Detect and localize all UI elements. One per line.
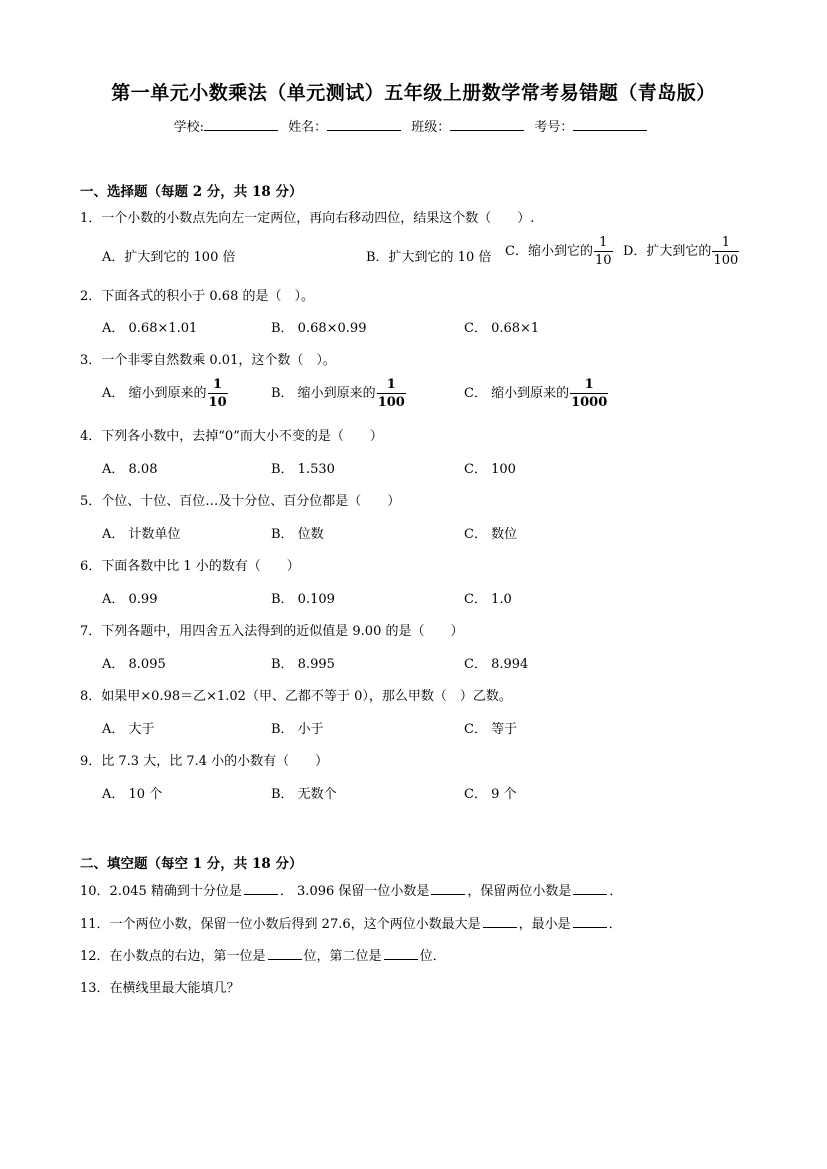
q2-option-c: C． 0.68×1 xyxy=(464,321,540,336)
question-10 xyxy=(80,880,622,899)
section2-heading: 二、填空题（每空 1 分，共 18 分） xyxy=(80,856,303,872)
q8-option-b: B． 小于 xyxy=(271,722,324,737)
question-12 xyxy=(80,945,446,964)
q6-option-c: C． 1.0 xyxy=(464,592,512,607)
question-8: 8．如果甲×0.98＝乙×1.02（甲、乙都不等于 0），那么甲数（ ）乙数。 xyxy=(80,689,512,704)
school-label: 学校: xyxy=(173,120,204,135)
q11-part2: ，最小是 xyxy=(518,917,571,932)
q12-part3: 位． xyxy=(419,949,446,964)
q6-option-a: A． 0.99 xyxy=(102,592,158,607)
q1-option-b: B．扩大到它的 10 倍 xyxy=(366,250,492,265)
question-2: 2．下面各式的积小于 0.68 的是（ ）。 xyxy=(80,289,314,304)
q12-part1: 12．在小数点的右边，第一位是 xyxy=(80,949,266,964)
q3-option-b xyxy=(271,378,407,409)
q5-option-c: C． 数位 xyxy=(464,527,518,542)
number-label: 考号： xyxy=(534,120,574,135)
q5-option-a: A． 计数单位 xyxy=(102,527,181,542)
q8-option-c: C． 等于 xyxy=(464,722,518,737)
q10-blank-1[interactable] xyxy=(244,882,278,895)
q3-option-a xyxy=(102,378,229,409)
school-blank[interactable] xyxy=(204,118,278,131)
fraction-a: $\frac{1}{10}$ xyxy=(208,377,227,410)
fraction-one-hundredth: $\frac{1}{100}$ xyxy=(713,235,739,268)
q10-part3: ，保留两位小数是 xyxy=(467,884,572,899)
q10-part1: 10．2.045 精确到十分位是 xyxy=(80,884,242,899)
question-3: 3．一个非零自然数乘 0.01，这个数（ ）。 xyxy=(80,353,336,368)
q3-option-a-label: A． 缩小到原来的 xyxy=(102,386,207,401)
q11-blank-1[interactable] xyxy=(483,915,517,928)
q1-option-a: A．扩大到它的 100 倍 xyxy=(102,250,236,265)
q9-option-b: B． 无数个 xyxy=(271,787,337,802)
class-label: 班级： xyxy=(411,120,451,135)
name-blank[interactable] xyxy=(327,118,401,131)
q11-part1: 11．一个两位小数，保留一位小数后得到 27.6，这个两位小数最大是 xyxy=(80,917,481,932)
q1-option-d-label: D．扩大到它的 xyxy=(623,244,712,259)
q7-option-b: B． 8.995 xyxy=(271,657,335,672)
question-6: 6．下面各数中比 1 小的数有（ ） xyxy=(80,559,300,574)
question-4: 4．下列各小数中，去掉“0”而大小不变的是（ ） xyxy=(80,429,383,444)
name-label: 姓名： xyxy=(288,120,328,135)
q2-option-a: A． 0.68×1.01 xyxy=(102,321,198,336)
q12-part2: 位，第二位是 xyxy=(303,949,382,964)
fraction-one-tenth: $\frac{1}{10}$ xyxy=(594,235,612,268)
question-5: 5．个位、十位、百位…及十分位、百分位都是（ ） xyxy=(80,494,401,509)
q12-blank-2[interactable] xyxy=(384,947,418,960)
q3-option-c-label: C． 缩小到原来的 xyxy=(464,386,570,401)
question-13: 13．在横线里最大能填几？ xyxy=(80,981,240,996)
q4-option-b: B． 1.530 xyxy=(271,462,335,477)
q12-blank-1[interactable] xyxy=(268,947,302,960)
q11-blank-2[interactable] xyxy=(573,915,607,928)
question-7: 7．下列各题中，用四舍五入法得到的近似值是 9.00 的是（ ） xyxy=(80,624,464,639)
q10-blank-3[interactable] xyxy=(573,882,607,895)
q4-option-a: A． 8.08 xyxy=(102,462,158,477)
q8-option-a: A． 大于 xyxy=(102,722,155,737)
q2-option-b: B． 0.68×0.99 xyxy=(271,321,367,336)
section1-heading: 一、选择题（每题 2 分，共 18 分） xyxy=(80,184,303,200)
question-9: 9．比 7.3 大，比 7.4 小的小数有（ ） xyxy=(80,754,329,769)
q6-option-b: B． 0.109 xyxy=(271,592,335,607)
q10-blank-2[interactable] xyxy=(431,882,465,895)
q7-option-c: C． 8.994 xyxy=(464,657,529,672)
q5-option-b: B． 位数 xyxy=(271,527,324,542)
student-info-line xyxy=(0,116,827,135)
class-blank[interactable] xyxy=(450,118,524,131)
q3-option-b-label: B． 缩小到原来的 xyxy=(271,386,376,401)
q10-part4: ． xyxy=(609,884,623,899)
question-1: 1．一个小数的小数点先向左一定两位，再向右移动四位，结果这个数（ ）. xyxy=(80,211,535,226)
q11-part3: ． xyxy=(608,917,622,932)
fraction-c: $\frac{1}{1000}$ xyxy=(571,377,608,410)
q10-part2: ． 3.096 保留一位小数是 xyxy=(279,884,430,899)
q7-option-a: A． 8.095 xyxy=(102,657,166,672)
number-blank[interactable] xyxy=(573,118,647,131)
fraction-b: $\frac{1}{100}$ xyxy=(377,377,405,410)
q1-option-c xyxy=(505,236,614,267)
page-title: 第一单元小数乘法（单元测试）五年级上册数学常考易错题（青岛版） xyxy=(111,82,716,104)
question-11 xyxy=(80,913,622,932)
q4-option-c: C． 100 xyxy=(464,462,516,477)
q1-option-c-label: C．缩小到它的 xyxy=(505,244,593,259)
q9-option-c: C． 9 个 xyxy=(464,787,517,802)
q9-option-a: A． 10 个 xyxy=(102,787,163,802)
q1-option-d xyxy=(623,236,740,267)
q3-option-c xyxy=(464,378,609,409)
